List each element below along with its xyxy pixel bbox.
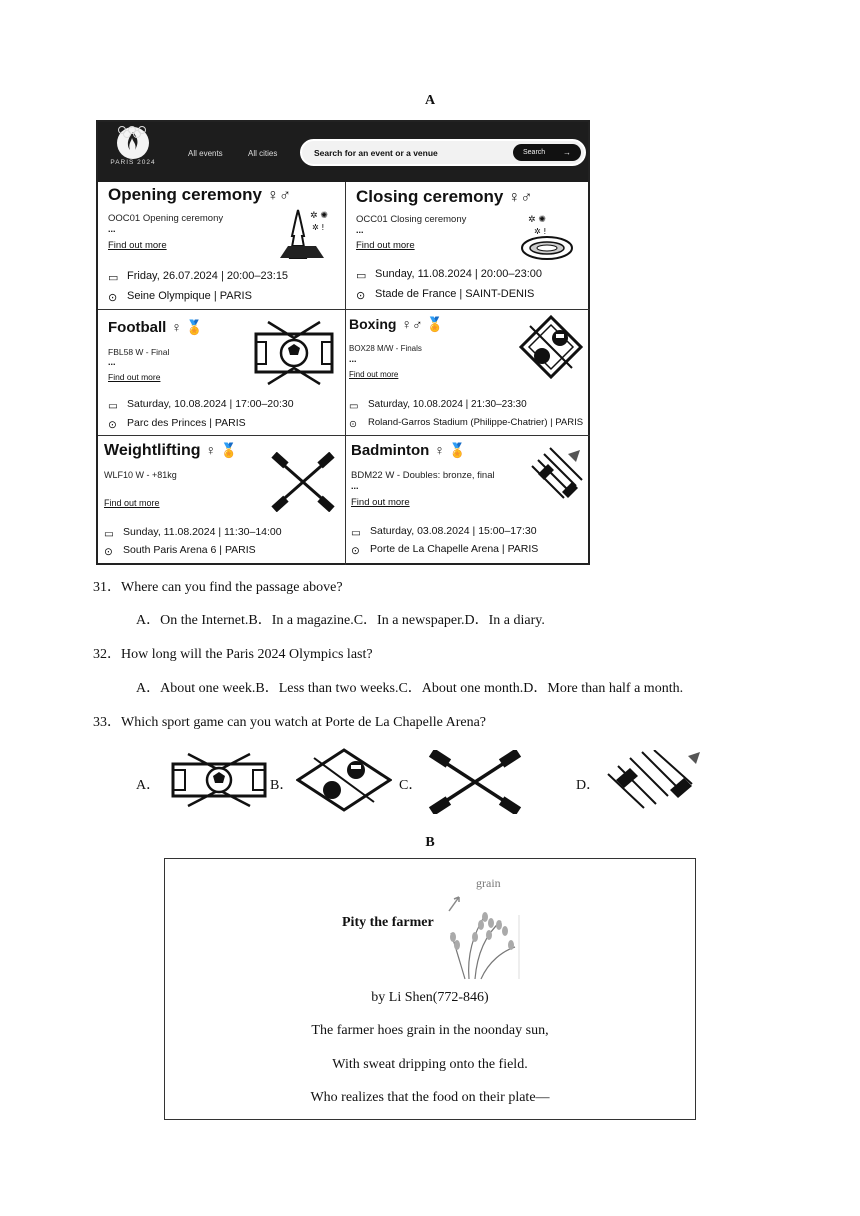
svg-text:✲ ✺: ✲ ✺ [310,211,328,221]
calendar-icon: ▭ [108,400,118,412]
svg-text:✲ ✺: ✲ ✺ [528,215,546,225]
event-venue: ⊙ Seine Olympique | PARIS [108,290,252,304]
poem-box [164,858,696,1120]
calendar-icon: ▭ [108,272,119,284]
calendar-icon: ▭ [356,270,367,282]
option-a-label: A． [136,778,161,793]
find-out-more-link[interactable]: Find out more [349,370,399,379]
location-pin-icon: ⊙ [349,419,357,430]
ellipsis: ... [349,354,357,364]
event-date: ▭ Friday, 26.07.2024 | 20:00–23:15 [108,270,289,284]
olympics-events-screenshot [96,120,590,565]
weightlifting-pictogram-icon[interactable] [428,750,522,814]
event-card-boxing[interactable] [346,310,590,436]
ellipsis: ... [351,481,359,491]
event-code: BOX28 M/W - Finals [349,344,422,353]
stadium-icon [520,212,574,264]
event-title: Weightlifting ♀ 🏅 [104,442,238,459]
event-date: ▭ Saturday, 10.08.2024 | 17:00–20:30 [108,398,294,412]
eiffel-tower-icon [276,208,328,260]
section-a-label: A [424,93,436,108]
ellipsis: ... [356,225,364,235]
nav-all-events[interactable]: All events [188,149,223,158]
event-title: Football ♀ 🏅 [108,319,204,336]
search-input[interactable] [300,139,586,166]
event-code: BDM22 W - Doubles: bronze, final [351,470,495,481]
question-32: 32．How long will the Paris 2024 Olympics last? [93,647,373,662]
search-button[interactable] [513,144,581,161]
location-pin-icon: ⊙ [351,545,360,557]
location-pin-icon: ⊙ [356,290,366,302]
event-code: OCC01 Closing ceremony [356,214,467,225]
boxing-pictogram-icon [518,314,584,380]
poem-author: by Li Shen(772-846) [371,990,489,1005]
event-code: FBL58 W - Final [108,347,170,357]
boxing-pictogram-icon[interactable] [296,748,392,812]
event-venue: ⊙ Parc des Princes | PARIS [108,417,246,431]
event-title: Boxing ♀♂ 🏅 [349,316,444,332]
calendar-icon: ▭ [349,401,359,412]
poem-line-1: The farmer hoes grain in the noonday sun, [311,1023,549,1038]
event-venue: ⊙ South Paris Arena 6 | PARIS [104,544,256,558]
svg-text:✲ !: ✲ ! [534,227,547,236]
weightlifting-pictogram-icon [270,452,336,512]
event-date: ▭ Sunday, 11.08.2024 | 11:30–14:00 [104,526,282,540]
event-date: ▭ Saturday, 03.08.2024 | 15:00–17:30 [351,525,537,539]
gender-icon: ♀ 🏅 [171,319,204,335]
question-31-options: A．On the Internet.B．In a magazine.C．In a newspaper.D．In a diary. [136,613,545,628]
option-d-label: D． [576,778,601,793]
find-out-more-link[interactable]: Find out more [356,240,415,251]
olympic-rings-icon [116,126,148,138]
ellipsis: ... [108,357,116,367]
event-date: ▭ Sunday, 11.08.2024 | 20:00–23:00 [356,268,542,282]
question-33: 33．Which sport game can you watch at Porte de La Chapelle Arena? [93,715,487,730]
find-out-more-link[interactable]: Find out more [108,372,161,382]
gender-icon: ♀♂ [508,189,533,206]
svg-text:✲ !: ✲ ! [312,223,325,232]
event-card-weightlifting[interactable] [98,436,346,565]
event-card-closing-ceremony[interactable] [346,182,590,310]
poem-title: Pity the farmer [342,915,434,930]
location-pin-icon: ⊙ [104,546,113,558]
find-out-more-link[interactable]: Find out more [104,498,160,508]
poem-line-2: With sweat dripping onto the field. [332,1057,528,1072]
gender-icon: ♀ 🏅 [205,442,238,458]
event-title: Badminton ♀ 🏅 [351,442,467,459]
ellipsis: ... [108,224,116,234]
event-venue: ⊙ Stade de France | SAINT-DENIS [356,288,535,302]
gender-icon: ♀ 🏅 [434,442,467,458]
calendar-icon: ▭ [351,527,361,539]
event-title: Opening ceremony ♀♂ [108,185,291,204]
football-pictogram-icon[interactable] [170,752,268,808]
event-card-football[interactable] [98,310,346,436]
gender-icon: ♀♂ 🏅 [401,316,444,332]
logo-text: PARIS 2024 [110,159,156,166]
grain-illustration-icon [445,885,521,981]
poem-line-3: Who realizes that the food on their plate— [310,1090,550,1105]
paris-2024-logo[interactable] [104,126,162,178]
arrow-right-icon: → [563,148,571,157]
location-pin-icon: ⊙ [108,292,118,304]
football-pictogram-icon [254,318,334,388]
nav-all-cities[interactable]: All cities [248,149,278,158]
event-title: Closing ceremony ♀♂ [356,187,533,206]
event-date: ▭ Saturday, 10.08.2024 | 21:30–23:30 [349,399,527,412]
grain-label: grain [476,876,501,890]
event-code: OOC01 Opening ceremony [108,213,224,224]
badminton-pictogram-icon [528,446,584,502]
find-out-more-link[interactable]: Find out more [108,240,167,251]
gender-icon: ♀♂ [266,187,291,204]
question-31: 31．Where can you find the passage above? [93,580,343,595]
event-venue: ⊙ Roland-Garros Stadium (Philippe-Chatrier) | PARIS [349,417,584,430]
event-card-badminton[interactable] [346,436,590,565]
event-code: WLF10 W - +81kg [104,470,177,480]
question-32-options: A．About one week.B．Less than two weeks.C．About one month.D．More than half a month. [136,681,684,696]
badminton-pictogram-icon[interactable] [604,750,702,810]
search-button-label: Search [523,149,546,156]
section-b-label: B [425,835,435,850]
event-card-opening-ceremony[interactable] [98,182,346,310]
site-header [98,122,588,182]
event-venue: ⊙ Porte de La Chapelle Arena | PARIS [351,543,539,557]
location-pin-icon: ⊙ [108,419,117,431]
option-c-label: C． [399,778,423,793]
calendar-icon: ▭ [104,528,114,540]
find-out-more-link[interactable]: Find out more [351,497,410,508]
search-placeholder: Search for an event or a venue [314,148,438,158]
option-b-label: B． [270,778,294,793]
